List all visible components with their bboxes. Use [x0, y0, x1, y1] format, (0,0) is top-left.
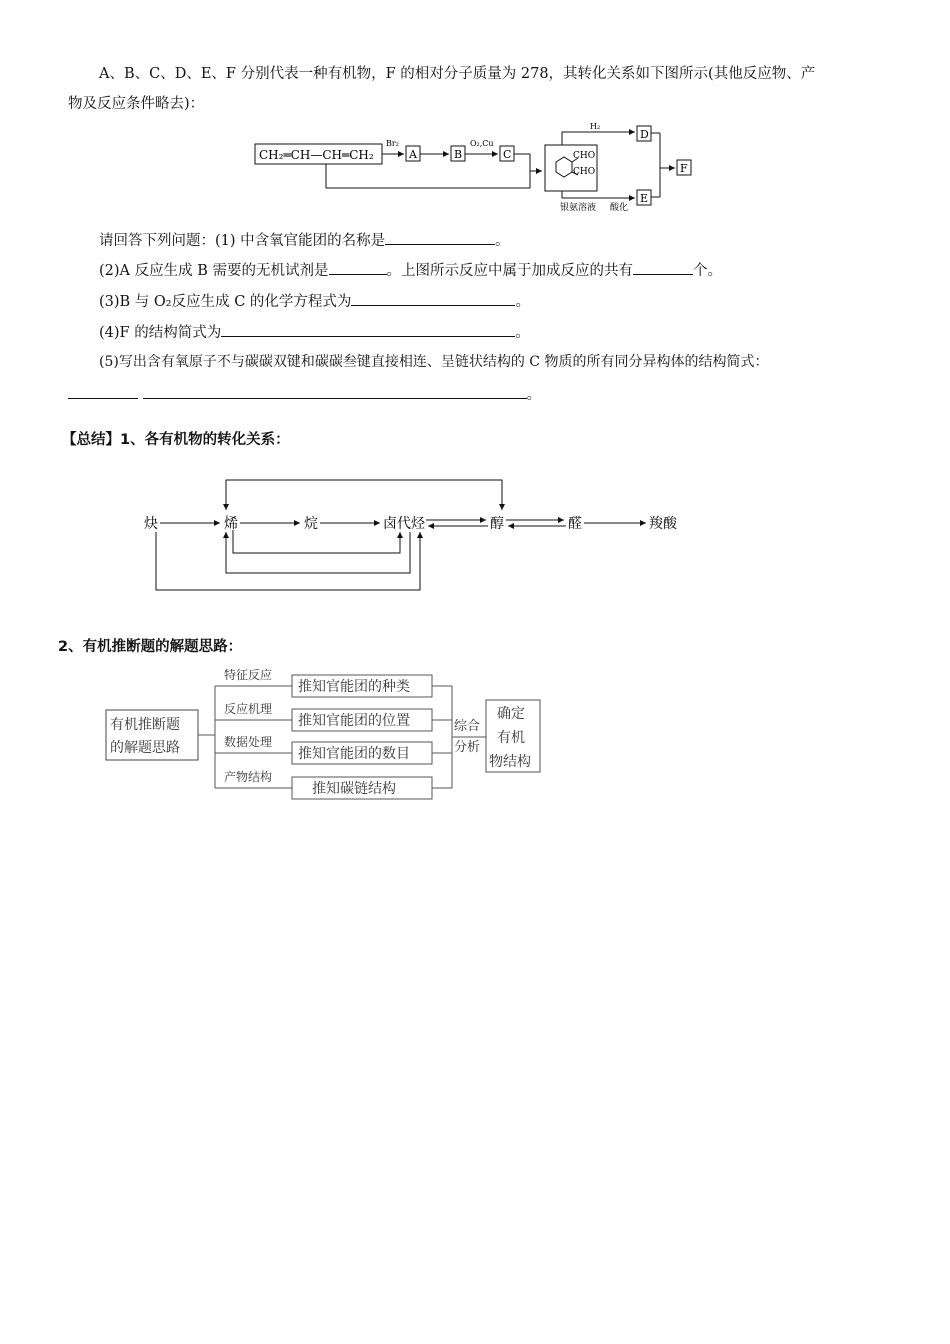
scheme-start: CH₂═CH—CH═CH₂ — [259, 148, 374, 162]
node-acid: 羧酸 — [649, 516, 677, 532]
root-line-1: 有机推断题 — [110, 717, 180, 733]
q2-suffix: 个。 — [693, 263, 722, 279]
scheme-silver: 银氨溶液 — [560, 203, 597, 213]
q4-suffix: 。 — [515, 325, 530, 341]
scheme-acid: 酸化 — [610, 203, 629, 213]
question-2 — [99, 260, 722, 281]
scheme-reagent-o2cu: O₂,Cu — [470, 139, 494, 148]
q4-blank[interactable] — [221, 322, 515, 337]
question-5: (5)写出含有氧原子不与碳碳双键和碳碳叁键直接相连、呈链状结构的 C 物质的所有同分异构体的结构简式： — [99, 354, 769, 370]
q2-mid: 。上图所示反应中属于加成反应的共有 — [386, 263, 633, 279]
q2-blank-2[interactable] — [633, 260, 693, 275]
scheme-B: B — [454, 148, 463, 161]
intro-line-2: 物及反应条件略去)： — [68, 96, 205, 112]
result-line-3: 物结构 — [489, 754, 531, 770]
branch-box-2: 推知官能团的位置 — [298, 713, 410, 729]
question-5-answer — [68, 384, 541, 405]
node-alkane: 烷 — [304, 516, 318, 532]
branch-label-3: 数据处理 — [224, 735, 273, 749]
q5-suffix: 。 — [526, 387, 542, 403]
branch-label-1: 特征反应 — [224, 668, 273, 682]
scheme-reagent-h2: H₂ — [590, 122, 601, 131]
scheme-F: F — [680, 162, 688, 175]
q2-blank-1[interactable] — [329, 260, 387, 275]
q2-prefix: (2)A 反应生成 B 需要的无机试剂是 — [99, 263, 329, 279]
question-4 — [99, 322, 530, 343]
node-alkene: 烯 — [224, 516, 238, 532]
approach-flowchart — [100, 660, 550, 805]
scheme-E: E — [640, 192, 649, 205]
q1-suffix: 。 — [495, 233, 510, 249]
summary-heading: 【总结】1、各有机物的转化关系： — [62, 432, 290, 448]
approach-heading: 2、有机推断题的解题思路： — [58, 639, 243, 655]
question-3 — [99, 291, 530, 312]
q3-suffix: 。 — [515, 294, 530, 310]
reaction-scheme — [250, 118, 710, 220]
scheme-D: D — [640, 128, 649, 141]
q5-blank-1[interactable] — [68, 384, 138, 399]
q1-prefix: 请回答下列问题：(1) 中含氧官能团的名称是 — [99, 233, 386, 249]
scheme-A: A — [409, 148, 417, 161]
branch-label-2: 反应机理 — [224, 702, 273, 716]
result-line-1: 确定 — [497, 706, 525, 722]
intro-line-1: A、B、C、D、E、F 分别代表一种有机物，F 的相对分子质量为 278，其转化关系如下图所示(其他反应物、产 — [99, 66, 816, 82]
root-line-2: 的解题思路 — [110, 740, 180, 756]
branch-box-1: 推知官能团的种类 — [298, 679, 410, 695]
node-alcohol: 醇 — [490, 516, 504, 532]
branch-box-4: 推知碳链结构 — [312, 781, 396, 797]
scheme-cho-top: CHO — [573, 151, 596, 161]
node-haloalkane: 卤代烃 — [383, 516, 425, 532]
question-1 — [99, 230, 510, 251]
scheme-reagent-br2: Br₂ — [386, 139, 399, 148]
merge-label-1: 综合 — [454, 719, 481, 734]
scheme-cho-bottom: CHO — [573, 167, 596, 177]
merge-label-2: 分析 — [454, 740, 481, 755]
q5-blank-2[interactable] — [143, 384, 527, 399]
branch-box-3: 推知官能团的数目 — [298, 746, 410, 762]
scheme-C: C — [503, 148, 512, 161]
branch-label-4: 产物结构 — [224, 770, 273, 784]
q3-blank[interactable] — [351, 291, 515, 306]
q4-prefix: (4)F 的结构简式为 — [99, 325, 222, 341]
q1-blank[interactable] — [385, 230, 495, 245]
node-alkyne: 炔 — [144, 516, 158, 532]
result-line-2: 有机 — [497, 730, 525, 746]
q3-prefix: (3)B 与 O₂反应生成 C 的化学方程式为 — [99, 294, 352, 310]
conversion-diagram — [130, 470, 710, 600]
node-aldehyde: 醛 — [568, 516, 582, 532]
